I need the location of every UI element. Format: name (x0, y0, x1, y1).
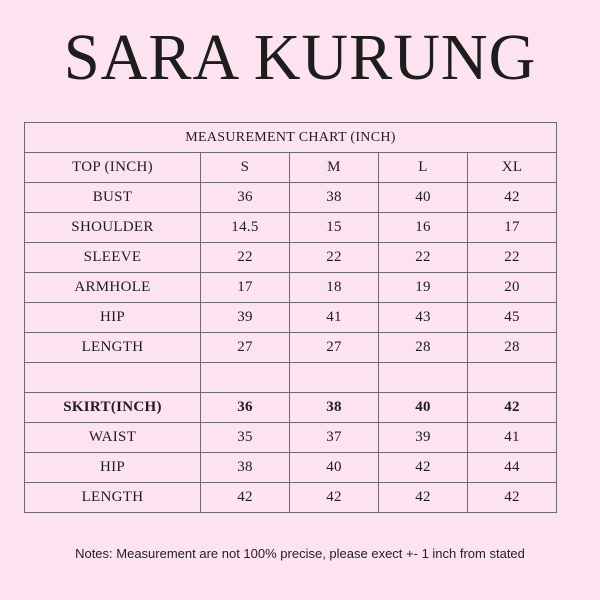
skirt-table-row (25, 483, 557, 513)
skirt-table-row (25, 423, 557, 453)
value-cell: 18 (290, 273, 379, 303)
value-cell: 22 (468, 243, 557, 273)
value-cell: 14.5 (201, 213, 290, 243)
value-cell: 39 (379, 423, 468, 453)
row-label-cell: SKIRT(INCH) (25, 393, 201, 423)
value-cell: 22 (379, 243, 468, 273)
row-label-cell: LENGTH (25, 483, 201, 513)
top-table-row (25, 243, 557, 273)
value-cell: 42 (468, 393, 557, 423)
value-cell: XL (468, 153, 557, 183)
value-cell: 17 (468, 213, 557, 243)
value-cell: 19 (379, 273, 468, 303)
page-title: SARA KURUNG (63, 21, 537, 94)
top-table-row (25, 273, 557, 303)
row-label-cell: SLEEVE (25, 243, 201, 273)
chart-caption-row (25, 123, 557, 153)
value-cell: 27 (201, 333, 290, 363)
empty-cell (379, 363, 468, 393)
value-cell: 42 (379, 453, 468, 483)
row-label-cell: HIP (25, 453, 201, 483)
value-cell: 27 (290, 333, 379, 363)
top-table-row (25, 333, 557, 363)
value-cell: 15 (290, 213, 379, 243)
value-cell: 45 (468, 303, 557, 333)
value-cell: 38 (290, 183, 379, 213)
measurement-chart (24, 122, 557, 513)
row-label-cell: HIP (25, 303, 201, 333)
row-label-cell: WAIST (25, 423, 201, 453)
value-cell: 35 (201, 423, 290, 453)
skirt-table-row (25, 453, 557, 483)
value-cell: 28 (468, 333, 557, 363)
value-cell: 40 (379, 393, 468, 423)
empty-cell (290, 363, 379, 393)
value-cell: 41 (290, 303, 379, 333)
value-cell: 42 (468, 183, 557, 213)
value-cell: 28 (379, 333, 468, 363)
spacer-row (25, 363, 557, 393)
value-cell: 36 (201, 393, 290, 423)
value-cell: 36 (201, 183, 290, 213)
top-table-row (25, 213, 557, 243)
value-cell: 38 (290, 393, 379, 423)
skirt-header-row (25, 393, 557, 423)
measurement-chart-body (25, 123, 557, 513)
value-cell: 38 (201, 453, 290, 483)
value-cell: 37 (290, 423, 379, 453)
value-cell: 20 (468, 273, 557, 303)
top-table-row (25, 183, 557, 213)
row-label-cell: BUST (25, 183, 201, 213)
value-cell: 44 (468, 453, 557, 483)
value-cell: M (290, 153, 379, 183)
value-cell: 42 (201, 483, 290, 513)
value-cell: 17 (201, 273, 290, 303)
top-table-row (25, 303, 557, 333)
row-label-cell: LENGTH (25, 333, 201, 363)
value-cell: 42 (468, 483, 557, 513)
value-cell: 22 (201, 243, 290, 273)
top-header-row (25, 153, 557, 183)
value-cell: S (201, 153, 290, 183)
empty-cell (25, 363, 201, 393)
notes-text: Notes: Measurement are not 100% precise, please exect +- 1 inch from stated (75, 546, 525, 561)
empty-cell (468, 363, 557, 393)
value-cell: L (379, 153, 468, 183)
row-label-cell: SHOULDER (25, 213, 201, 243)
value-cell: 40 (379, 183, 468, 213)
empty-cell (201, 363, 290, 393)
value-cell: 40 (290, 453, 379, 483)
value-cell: 42 (379, 483, 468, 513)
value-cell: 22 (290, 243, 379, 273)
value-cell: 42 (290, 483, 379, 513)
value-cell: 16 (379, 213, 468, 243)
value-cell: 43 (379, 303, 468, 333)
row-label-cell: TOP (INCH) (25, 153, 201, 183)
chart-caption: MEASUREMENT CHART (INCH) (25, 123, 557, 153)
value-cell: 41 (468, 423, 557, 453)
row-label-cell: ARMHOLE (25, 273, 201, 303)
value-cell: 39 (201, 303, 290, 333)
